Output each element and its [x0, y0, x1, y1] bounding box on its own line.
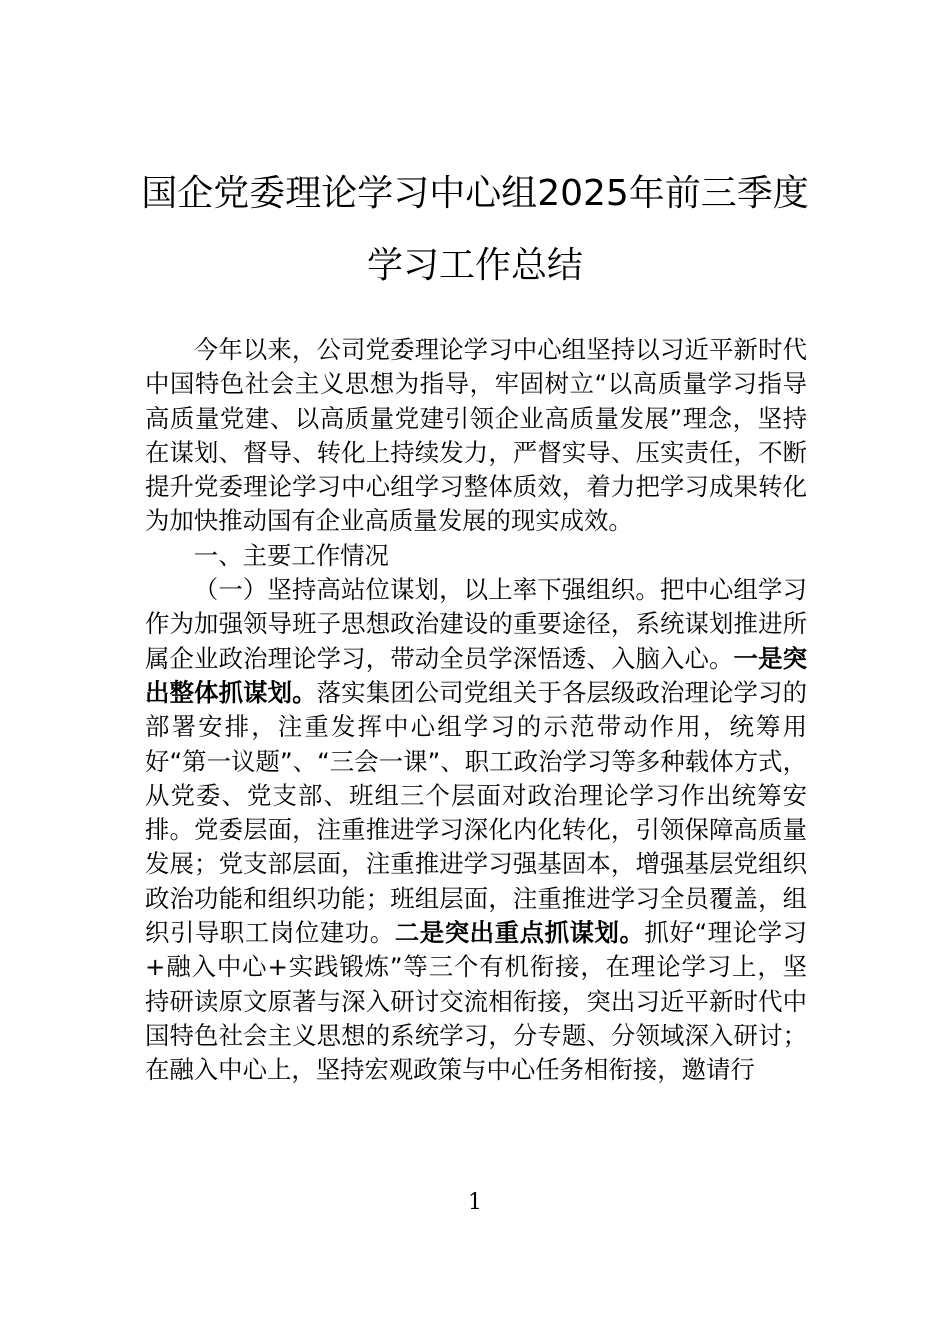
subsection-paragraph: [145, 573, 807, 1087]
point-1-text: 落实集团公司党组关于各层级政治理论学习的部署安排，注重发挥中心组学习的示范带动作用，统筹用好“第一议题”、“三会一课”、职工政治学习等多种载体方式，从党委、党支部、班组三个层面对政治理论学习作出统筹安排。党委层面，注重推进学习深化内化转化，引领保障高质量发展；党支部层面，注重推进学习强基固本，增强基层党组织政治功能和组织功能；班组层面，注重推进学习全员覆盖，组织引导职工岗位建功。: [145, 677, 807, 948]
document-body: [145, 333, 807, 1088]
point-2-label: 二是突出重点抓谋划。: [394, 918, 645, 948]
intro-paragraph: 今年以来，公司党委理论学习中心组坚持以习近平新时代中国特色社会主义思想为指导，牢固树立“以高质量学习指导高质量党建、以高质量党建引领企业高质量发展”理念，坚持在谋划、督导、转化上持续发力，严督实导、压实责任，不断提升党委理论学习中心组学习整体质效，着力把学习成果转化为加快推动国有企业高质量发展的现实成效。: [145, 335, 807, 536]
section-heading: 一、主要工作情况: [193, 540, 389, 570]
document-title-line-2: 学习工作总结: [366, 245, 583, 286]
page-number: 1: [468, 1190, 482, 1215]
document-title-line-1: 国企党委理论学习中心组2025年前三季度: [141, 173, 809, 214]
point-1-label: 一是突出整体抓谋划。: [145, 643, 807, 707]
subsection-lead: （一）坚持高站位谋划，以上率下强组织。把中心组学习作为加强领导班子思想政治建设的重要途径，系统谋划推进所属企业政治理论学习，带动全员学深悟透、入脑入心。: [145, 575, 807, 673]
point-2-text: 抓好“理论学习+融入中心+实践锻炼”等三个有机衔接，在理论学习上，坚持研读原文原著与深入研讨交流相衔接，突出习近平新时代中国特色社会主义思想的系统学习，分专题、分领域深入研讨；在融入中心上，坚持宏观政策与中心任务相衔接，邀请行: [145, 918, 807, 1085]
